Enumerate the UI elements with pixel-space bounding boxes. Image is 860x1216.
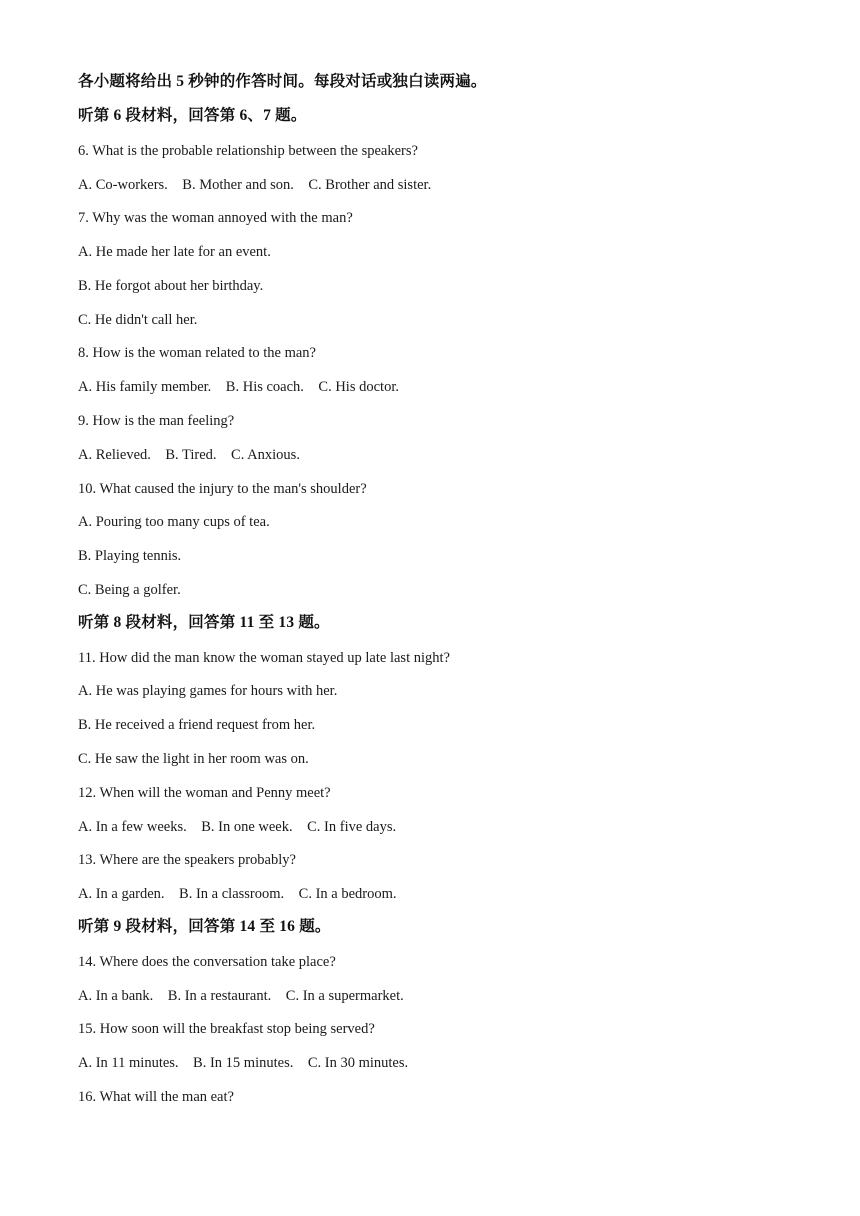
answer-option: A. He made her late for an event. — [78, 244, 271, 260]
section-heading: 听第 6 段材料，回答第 6、7 题。 — [78, 107, 307, 124]
question-text: 11. How did the man know the woman stayed up late last night? — [78, 650, 450, 666]
answer-option: C. He saw the light in her room was on. — [78, 751, 309, 767]
answer-options: A. In a few weeks. B. In one week. C. In five days. — [78, 819, 397, 835]
answer-options: A. Co-workers. B. Mother and son. C. Brother and sister. — [78, 177, 432, 193]
question-text: 16. What will the man eat? — [78, 1089, 234, 1105]
question-text: 9. How is the man feeling? — [78, 413, 235, 429]
section-heading: 听第 8 段材料，回答第 11 至 13 题。 — [78, 614, 330, 631]
answer-option: B. Playing tennis. — [78, 548, 182, 564]
answer-options: A. In a garden. B. In a classroom. C. In a bedroom. — [78, 886, 397, 902]
answer-option: B. He received a friend request from her. — [78, 717, 316, 733]
question-text: 7. Why was the woman annoyed with the man? — [78, 210, 353, 226]
answer-options: A. Relieved. B. Tired. C. Anxious. — [78, 447, 300, 463]
answer-options: A. In 11 minutes. B. In 15 minutes. C. In 30 minutes. — [78, 1055, 409, 1071]
answer-options: A. His family member. B. His coach. C. His doctor. — [78, 379, 399, 395]
question-text: 13. Where are the speakers probably? — [78, 852, 296, 868]
question-text: 6. What is the probable relationship between the speakers? — [78, 143, 418, 159]
question-text: 14. Where does the conversation take place? — [78, 954, 336, 970]
answer-option: A. He was playing games for hours with her. — [78, 683, 338, 699]
question-text: 8. How is the woman related to the man? — [78, 345, 316, 361]
answer-option: A. Pouring too many cups of tea. — [78, 514, 270, 530]
answer-option: C. Being a golfer. — [78, 582, 181, 598]
question-text: 12. When will the woman and Penny meet? — [78, 785, 331, 801]
section-heading: 听第 9 段材料，回答第 14 至 16 题。 — [78, 918, 331, 935]
answer-option: B. He forgot about her birthday. — [78, 278, 264, 294]
question-text: 15. How soon will the breakfast stop being served? — [78, 1021, 375, 1037]
answer-options: A. In a bank. B. In a restaurant. C. In a supermarket. — [78, 988, 404, 1004]
section-instruction: 各小题将给出 5 秒钟的作答时间。每段对话或独白读两遍。 — [78, 73, 487, 90]
question-text: 10. What caused the injury to the man's shoulder? — [78, 481, 367, 497]
answer-option: C. He didn't call her. — [78, 312, 198, 328]
